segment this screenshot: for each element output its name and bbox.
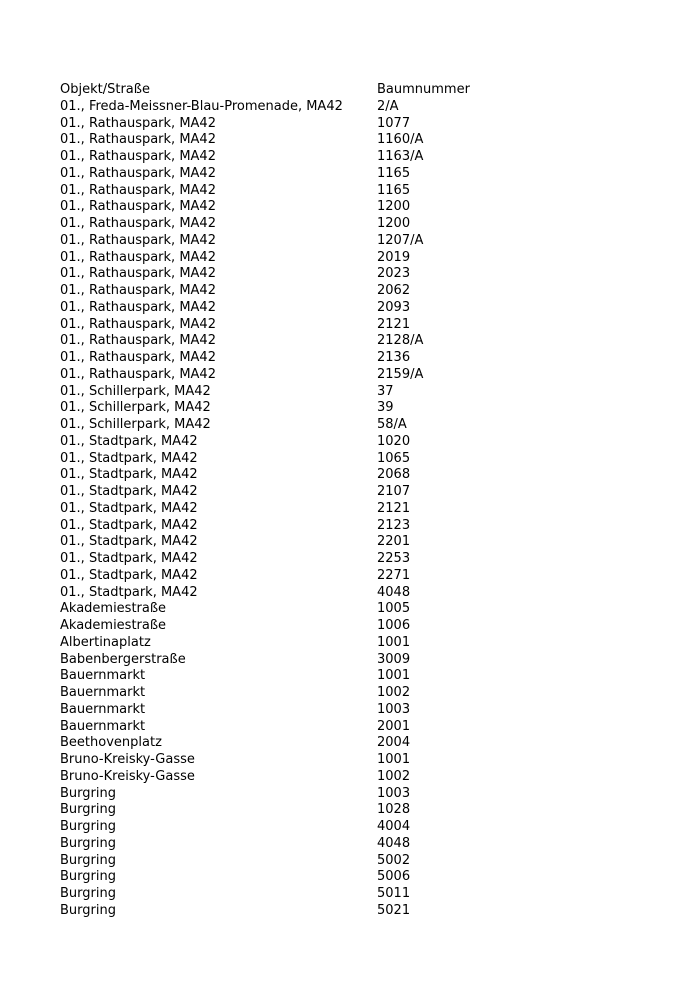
- cell-objekt-strasse: Bauernmarkt: [60, 668, 146, 684]
- cell-objekt-strasse: Bauernmarkt: [60, 701, 146, 717]
- cell-baumnummer: 1003: [377, 701, 411, 717]
- cell-objekt-strasse: 01., Rathauspark, MA42: [60, 115, 216, 131]
- cell-baumnummer: 5002: [377, 852, 411, 868]
- cell-objekt-strasse: Beethovenplatz: [60, 735, 162, 751]
- cell-baumnummer: 1020: [377, 433, 411, 449]
- cell-objekt-strasse: Burgring: [60, 835, 116, 851]
- cell-objekt-strasse: Burgring: [60, 819, 116, 834]
- cell-baumnummer: 1165: [377, 182, 411, 198]
- cell-objekt-strasse: Burgring: [60, 802, 116, 818]
- cell-objekt-strasse: 01., Rathauspark, MA42: [60, 316, 216, 332]
- table-row: [60, 250, 660, 267]
- cell-baumnummer: 1003: [377, 785, 411, 801]
- cell-objekt-strasse: Burgring: [60, 852, 116, 868]
- cell-baumnummer: 4048: [377, 584, 411, 600]
- table-row: [60, 685, 660, 702]
- tree-table: [60, 82, 660, 920]
- table-row: [60, 451, 660, 468]
- cell-baumnummer: 2201: [377, 534, 411, 550]
- table-row: [60, 283, 660, 300]
- cell-objekt-strasse: 01., Rathauspark, MA42: [60, 165, 216, 181]
- cell-baumnummer: 2128/A: [377, 333, 424, 349]
- cell-baumnummer: 3009: [377, 651, 411, 667]
- cell-baumnummer: 4004: [377, 819, 411, 834]
- cell-baumnummer: 1001: [377, 668, 411, 684]
- cell-baumnummer: 1006: [377, 618, 411, 633]
- cell-baumnummer: 4048: [377, 835, 411, 851]
- cell-objekt-strasse: 01., Rathauspark, MA42: [60, 216, 216, 231]
- header-baumnummer: Baumnummer: [377, 82, 470, 97]
- cell-objekt-strasse: 01., Stadtpark, MA42: [60, 500, 198, 516]
- cell-baumnummer: 2253: [377, 551, 411, 566]
- table-row: [60, 434, 660, 451]
- cell-baumnummer: 2023: [377, 266, 411, 282]
- cell-objekt-strasse: Burgring: [60, 902, 116, 918]
- cell-objekt-strasse: 01., Rathauspark, MA42: [60, 266, 216, 282]
- cell-baumnummer: 58/A: [377, 417, 407, 432]
- cell-objekt-strasse: Burgring: [60, 869, 116, 885]
- cell-baumnummer: 2136: [377, 350, 411, 365]
- cell-objekt-strasse: 01., Rathauspark, MA42: [60, 232, 216, 248]
- cell-objekt-strasse: 01., Rathauspark, MA42: [60, 299, 216, 315]
- table-row: [60, 350, 660, 367]
- table-row: [60, 853, 660, 870]
- cell-baumnummer: 1207/A: [377, 232, 424, 248]
- cell-objekt-strasse: Babenbergerstraße: [60, 651, 186, 667]
- table-row: [60, 652, 660, 669]
- cell-objekt-strasse: 01., Freda-Meissner-Blau-Promenade, MA42: [60, 98, 343, 114]
- cell-objekt-strasse: Bruno-Kreisky-Gasse: [60, 768, 195, 784]
- cell-baumnummer: 2062: [377, 283, 411, 298]
- cell-objekt-strasse: 01., Stadtpark, MA42: [60, 567, 198, 583]
- table-row: [60, 568, 660, 585]
- cell-baumnummer: 5011: [377, 886, 411, 901]
- cell-baumnummer: 39: [377, 400, 394, 416]
- table-row: [60, 99, 660, 116]
- table-row: [60, 518, 660, 535]
- cell-baumnummer: 1163/A: [377, 149, 424, 164]
- cell-baumnummer: 2004: [377, 735, 411, 751]
- cell-objekt-strasse: 01., Stadtpark, MA42: [60, 551, 198, 566]
- table-row: [60, 752, 660, 769]
- table-row: [60, 735, 660, 752]
- table-row: [60, 601, 660, 618]
- cell-objekt-strasse: Akademiestraße: [60, 601, 167, 617]
- cell-baumnummer: 37: [377, 383, 394, 399]
- table-row: [60, 149, 660, 166]
- cell-baumnummer: 1028: [377, 802, 411, 818]
- cell-objekt-strasse: 01., Schillerpark, MA42: [60, 417, 211, 432]
- table-row: [60, 132, 660, 149]
- cell-objekt-strasse: Bruno-Kreisky-Gasse: [60, 752, 195, 767]
- table-row: [60, 183, 660, 200]
- table-row: [60, 233, 660, 250]
- table-row: [60, 702, 660, 719]
- cell-objekt-strasse: 01., Schillerpark, MA42: [60, 400, 211, 416]
- table-row: [60, 886, 660, 903]
- table-row: [60, 635, 660, 652]
- cell-objekt-strasse: Albertinaplatz: [60, 634, 151, 650]
- cell-baumnummer: 2/A: [377, 98, 399, 114]
- table-row: [60, 903, 660, 920]
- cell-baumnummer: 1200: [377, 216, 411, 231]
- cell-baumnummer: 2019: [377, 249, 411, 265]
- cell-baumnummer: 1002: [377, 768, 411, 784]
- table-row: [60, 836, 660, 853]
- cell-baumnummer: 2121: [377, 500, 411, 516]
- table-row: [60, 585, 660, 602]
- table-row: [60, 400, 660, 417]
- cell-objekt-strasse: 01., Rathauspark, MA42: [60, 182, 216, 198]
- cell-objekt-strasse: 01., Stadtpark, MA42: [60, 517, 198, 533]
- cell-baumnummer: 2001: [377, 718, 411, 734]
- table-row: [60, 116, 660, 133]
- table-row: [60, 317, 660, 334]
- table-row: [60, 534, 660, 551]
- table-row: [60, 618, 660, 635]
- cell-baumnummer: 2123: [377, 517, 411, 533]
- cell-baumnummer: 1077: [377, 115, 411, 131]
- cell-objekt-strasse: 01., Stadtpark, MA42: [60, 433, 198, 449]
- table-row: [60, 417, 660, 434]
- cell-baumnummer: 2271: [377, 567, 411, 583]
- cell-baumnummer: 5006: [377, 869, 411, 885]
- table-row: [60, 819, 660, 836]
- table-row: [60, 719, 660, 736]
- table-row: [60, 551, 660, 568]
- cell-baumnummer: 2121: [377, 316, 411, 332]
- cell-baumnummer: 1160/A: [377, 132, 424, 148]
- table-row: [60, 484, 660, 501]
- cell-baumnummer: 1200: [377, 199, 411, 215]
- cell-objekt-strasse: 01., Stadtpark, MA42: [60, 484, 198, 499]
- cell-objekt-strasse: 01., Rathauspark, MA42: [60, 199, 216, 215]
- cell-baumnummer: 1005: [377, 601, 411, 617]
- cell-objekt-strasse: 01., Stadtpark, MA42: [60, 450, 198, 466]
- cell-baumnummer: 2159/A: [377, 366, 424, 382]
- cell-baumnummer: 1002: [377, 685, 411, 700]
- cell-baumnummer: 1065: [377, 450, 411, 466]
- table-row: [60, 769, 660, 786]
- table-row: [60, 786, 660, 803]
- cell-objekt-strasse: 01., Rathauspark, MA42: [60, 149, 216, 164]
- table-row: [60, 384, 660, 401]
- cell-baumnummer: 2093: [377, 299, 411, 315]
- table-row: [60, 199, 660, 216]
- table-row: [60, 869, 660, 886]
- cell-baumnummer: 5021: [377, 902, 411, 918]
- table-header-row: [60, 82, 660, 99]
- table-row: [60, 216, 660, 233]
- cell-objekt-strasse: 01., Rathauspark, MA42: [60, 366, 216, 382]
- cell-objekt-strasse: 01., Schillerpark, MA42: [60, 383, 211, 399]
- table-row: [60, 802, 660, 819]
- table-row: [60, 367, 660, 384]
- table-row: [60, 300, 660, 317]
- cell-objekt-strasse: Akademiestraße: [60, 618, 167, 633]
- table-row: [60, 668, 660, 685]
- cell-baumnummer: 2068: [377, 467, 411, 483]
- cell-objekt-strasse: 01., Stadtpark, MA42: [60, 534, 198, 550]
- cell-objekt-strasse: 01., Stadtpark, MA42: [60, 584, 198, 600]
- cell-objekt-strasse: 01., Rathauspark, MA42: [60, 132, 216, 148]
- cell-baumnummer: 1001: [377, 634, 411, 650]
- table-row: [60, 166, 660, 183]
- table-row: [60, 467, 660, 484]
- cell-objekt-strasse: Bauernmarkt: [60, 685, 146, 700]
- cell-baumnummer: 2107: [377, 484, 411, 499]
- cell-objekt-strasse: 01., Rathauspark, MA42: [60, 333, 216, 349]
- cell-objekt-strasse: Burgring: [60, 886, 116, 901]
- cell-objekt-strasse: 01., Rathauspark, MA42: [60, 249, 216, 265]
- cell-objekt-strasse: 01., Stadtpark, MA42: [60, 467, 198, 483]
- header-objekt-strasse: Objekt/Straße: [60, 82, 150, 97]
- cell-baumnummer: 1165: [377, 165, 411, 181]
- cell-objekt-strasse: Bauernmarkt: [60, 718, 146, 734]
- cell-baumnummer: 1001: [377, 752, 411, 767]
- table-row: [60, 333, 660, 350]
- cell-objekt-strasse: 01., Rathauspark, MA42: [60, 283, 216, 298]
- cell-objekt-strasse: 01., Rathauspark, MA42: [60, 350, 216, 365]
- table-row: [60, 266, 660, 283]
- cell-objekt-strasse: Burgring: [60, 785, 116, 801]
- table-row: [60, 501, 660, 518]
